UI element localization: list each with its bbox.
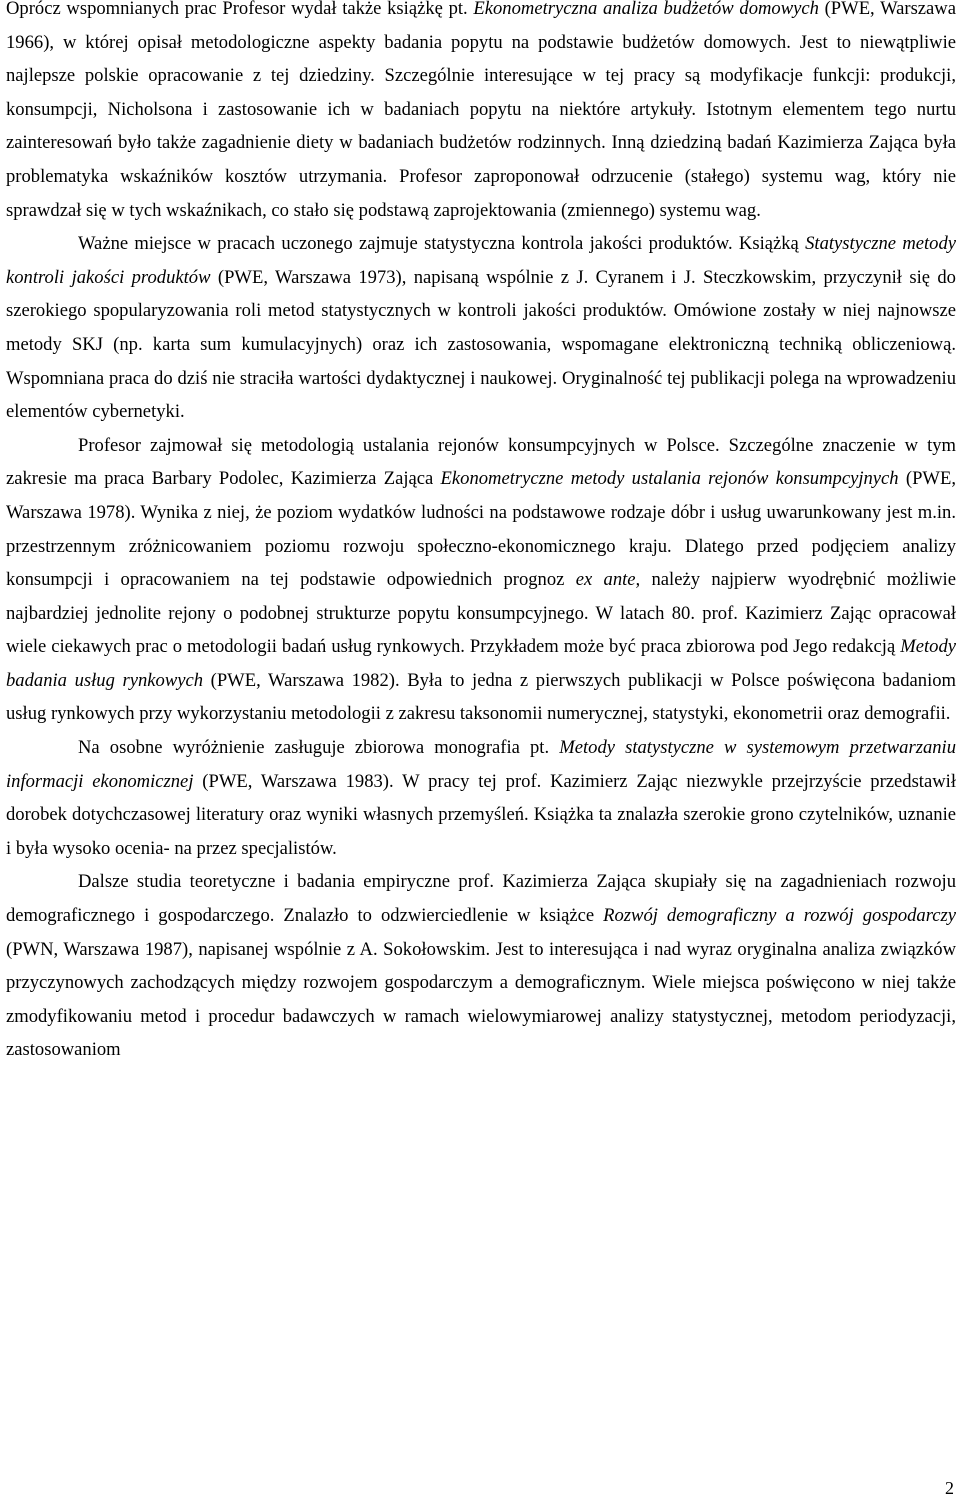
page-number: 2 — [945, 1478, 954, 1498]
paragraph-text: (PWE, Warszawa 1982). Była to jedna z pierwszych publikacji w Polsce poświęcona badaniom usług rynkowych przy wykorzystaniu metodologii z zakresu taksonomii numerycznej, statystyki, ekonometrii oraz demografii. — [6, 669, 956, 725]
italic-title-text: Ekonometryczne metody ustalania rejonów konsumpcyjnych — [440, 468, 899, 490]
paragraph-kontrola-jakosci — [6, 227, 956, 429]
paragraph-budzety-domowe — [6, 0, 956, 227]
italic-title-text: Statystyczne metody kontroli jakości produktów — [6, 233, 957, 288]
italic-title-text: Ekonometryczna analiza budżetów domowych — [473, 0, 819, 19]
paragraph-text: Dalsze studia teoretyczne i badania empiryczne prof. Kazimierza Zająca skupiały się na zagadnieniach rozwoju demograficznego i gospodarczego. Znalazło to odzwierciedlenie w książce — [6, 871, 956, 927]
paragraph-text: (PWE, Warszawa 1978). Wynika z niej, że poziom wydatków ludności na podstawowe rodzaje dóbr i usług uwarunkowany jest m.in. przestrzennym zróżnicowaniem poziomu rozwoju społeczno-ekonomicznego kraju. Dlatego przed podjęciem analizy konsumpcji i opracowaniem na tej podstawie odpowiednich prognoz — [6, 468, 956, 591]
paragraph-rejony-konsumpcyjne — [6, 429, 956, 731]
paragraph-text: Na osobne wyróżnienie zasługuje zbiorowa monografia pt. — [78, 737, 560, 759]
paragraph-text: Ważne miejsce w pracach uczonego zajmuje statystyczna kontrola jakości produktów. Książką — [78, 233, 806, 255]
italic-title-text: Metody badania usług rynkowych — [6, 636, 956, 691]
document-body — [6, 0, 956, 1067]
italic-title-text: Rozwój demograficzny a rozwój gospodarczy — [603, 905, 956, 927]
paragraph-metody-statystyczne — [6, 731, 956, 865]
paragraph-text: Oprócz wspomnianych prac Profesor wydał także książkę pt. — [6, 0, 474, 19]
italic-title-text: Metody statystyczne w systemowym przetwarzaniu informacji ekonomicznej — [6, 737, 956, 792]
paragraph-text: (PWE, Warszawa 1966), w której opisał metodologiczne aspekty badania popytu na podstawie budżetów domowych. Jest to niewątpliwie najlepsze polskie opracowanie z tej dziedziny. Szczególnie interesujące w tej pracy są modyfikacje funkcji: produkcji, konsumpcji, Nicholsona i zastosowanie ich w badaniach popytu na niektóre artykuły. Istotnym elementem tego nurtu zainteresowań było także zagadnienie diety w badaniach budżetów rodzinnych. Inną dziedziną badań Kazimierza Zająca była problematyka wskaźników kosztów utrzymania. Profesor zaproponował odrzucenie (stałego) systemu wag, który nie sprawdzał się w tych wskaźnikach, co stało się podstawą zaprojektowania (zmiennego) systemu wag. — [6, 0, 956, 221]
paragraph-text: należy najpierw wyodrębnić możliwie najbardziej jednolite rejony o podobnej strukturze popytu konsumpcyjnego. W latach 80. prof. Kazimierz Zając opracował wiele ciekawych prac o metodologii badań usług rynkowych. Przykładem może być praca zbiorowa pod Jego redakcją — [6, 569, 956, 658]
paragraph-rozwoj-demograficzny — [6, 865, 956, 1067]
paragraph-text: (PWN, Warszawa 1987), napisanej wspólnie z A. Sokołowskim. Jest to interesująca i nad wyraz oryginalna analiza związków przyczynowych zachodzących między rozwojem gospodarczym a demograficznym. Wiele miejsca poświęcono w niej także zmodyfikowaniu metod i procedur badawczych w ramach wielowymiarowej analizy statystycznej, metodom periodyzacji, zastosowaniom — [6, 938, 956, 1061]
paragraph-text: (PWE, Warszawa 1983). W pracy tej prof. Kazimierz Zając niezwykle przejrzyście przedstawił dorobek dotychczasowej literatury oraz wyniki własnych przemyśleń. Książka ta znalazła szerokie grono czytelników, uznanie i była wysoko ocenia- na przez specjalistów. — [6, 770, 956, 859]
paragraph-text: Profesor zajmował się metodologią ustalania rejonów konsumpcyjnych w Polsce. Szczególne znaczenie w tym zakresie ma praca Barbary Podolec, Kazimierza Zająca — [6, 434, 956, 490]
italic-title-text: ex ante, — [575, 569, 641, 591]
paragraph-text: (PWE, Warszawa 1973), napisaną wspólnie z J. Cyranem i J. Steczkowskim, przyczynił się do szerokiego spopularyzowania roli metod statystycznych w kontroli jakości produktów. Omówione zostały w niej najnowsze metody SKJ (np. karta sum kumulacyjnych) oraz ich zastosowania, wspomagane elektroniczną techniką obliczeniową. Wspomniana praca do dziś nie straciła wartości dydaktycznej i naukowej. Oryginalność tej publikacji polega na wprowadzeniu elementów cybernetyki. — [6, 266, 956, 423]
